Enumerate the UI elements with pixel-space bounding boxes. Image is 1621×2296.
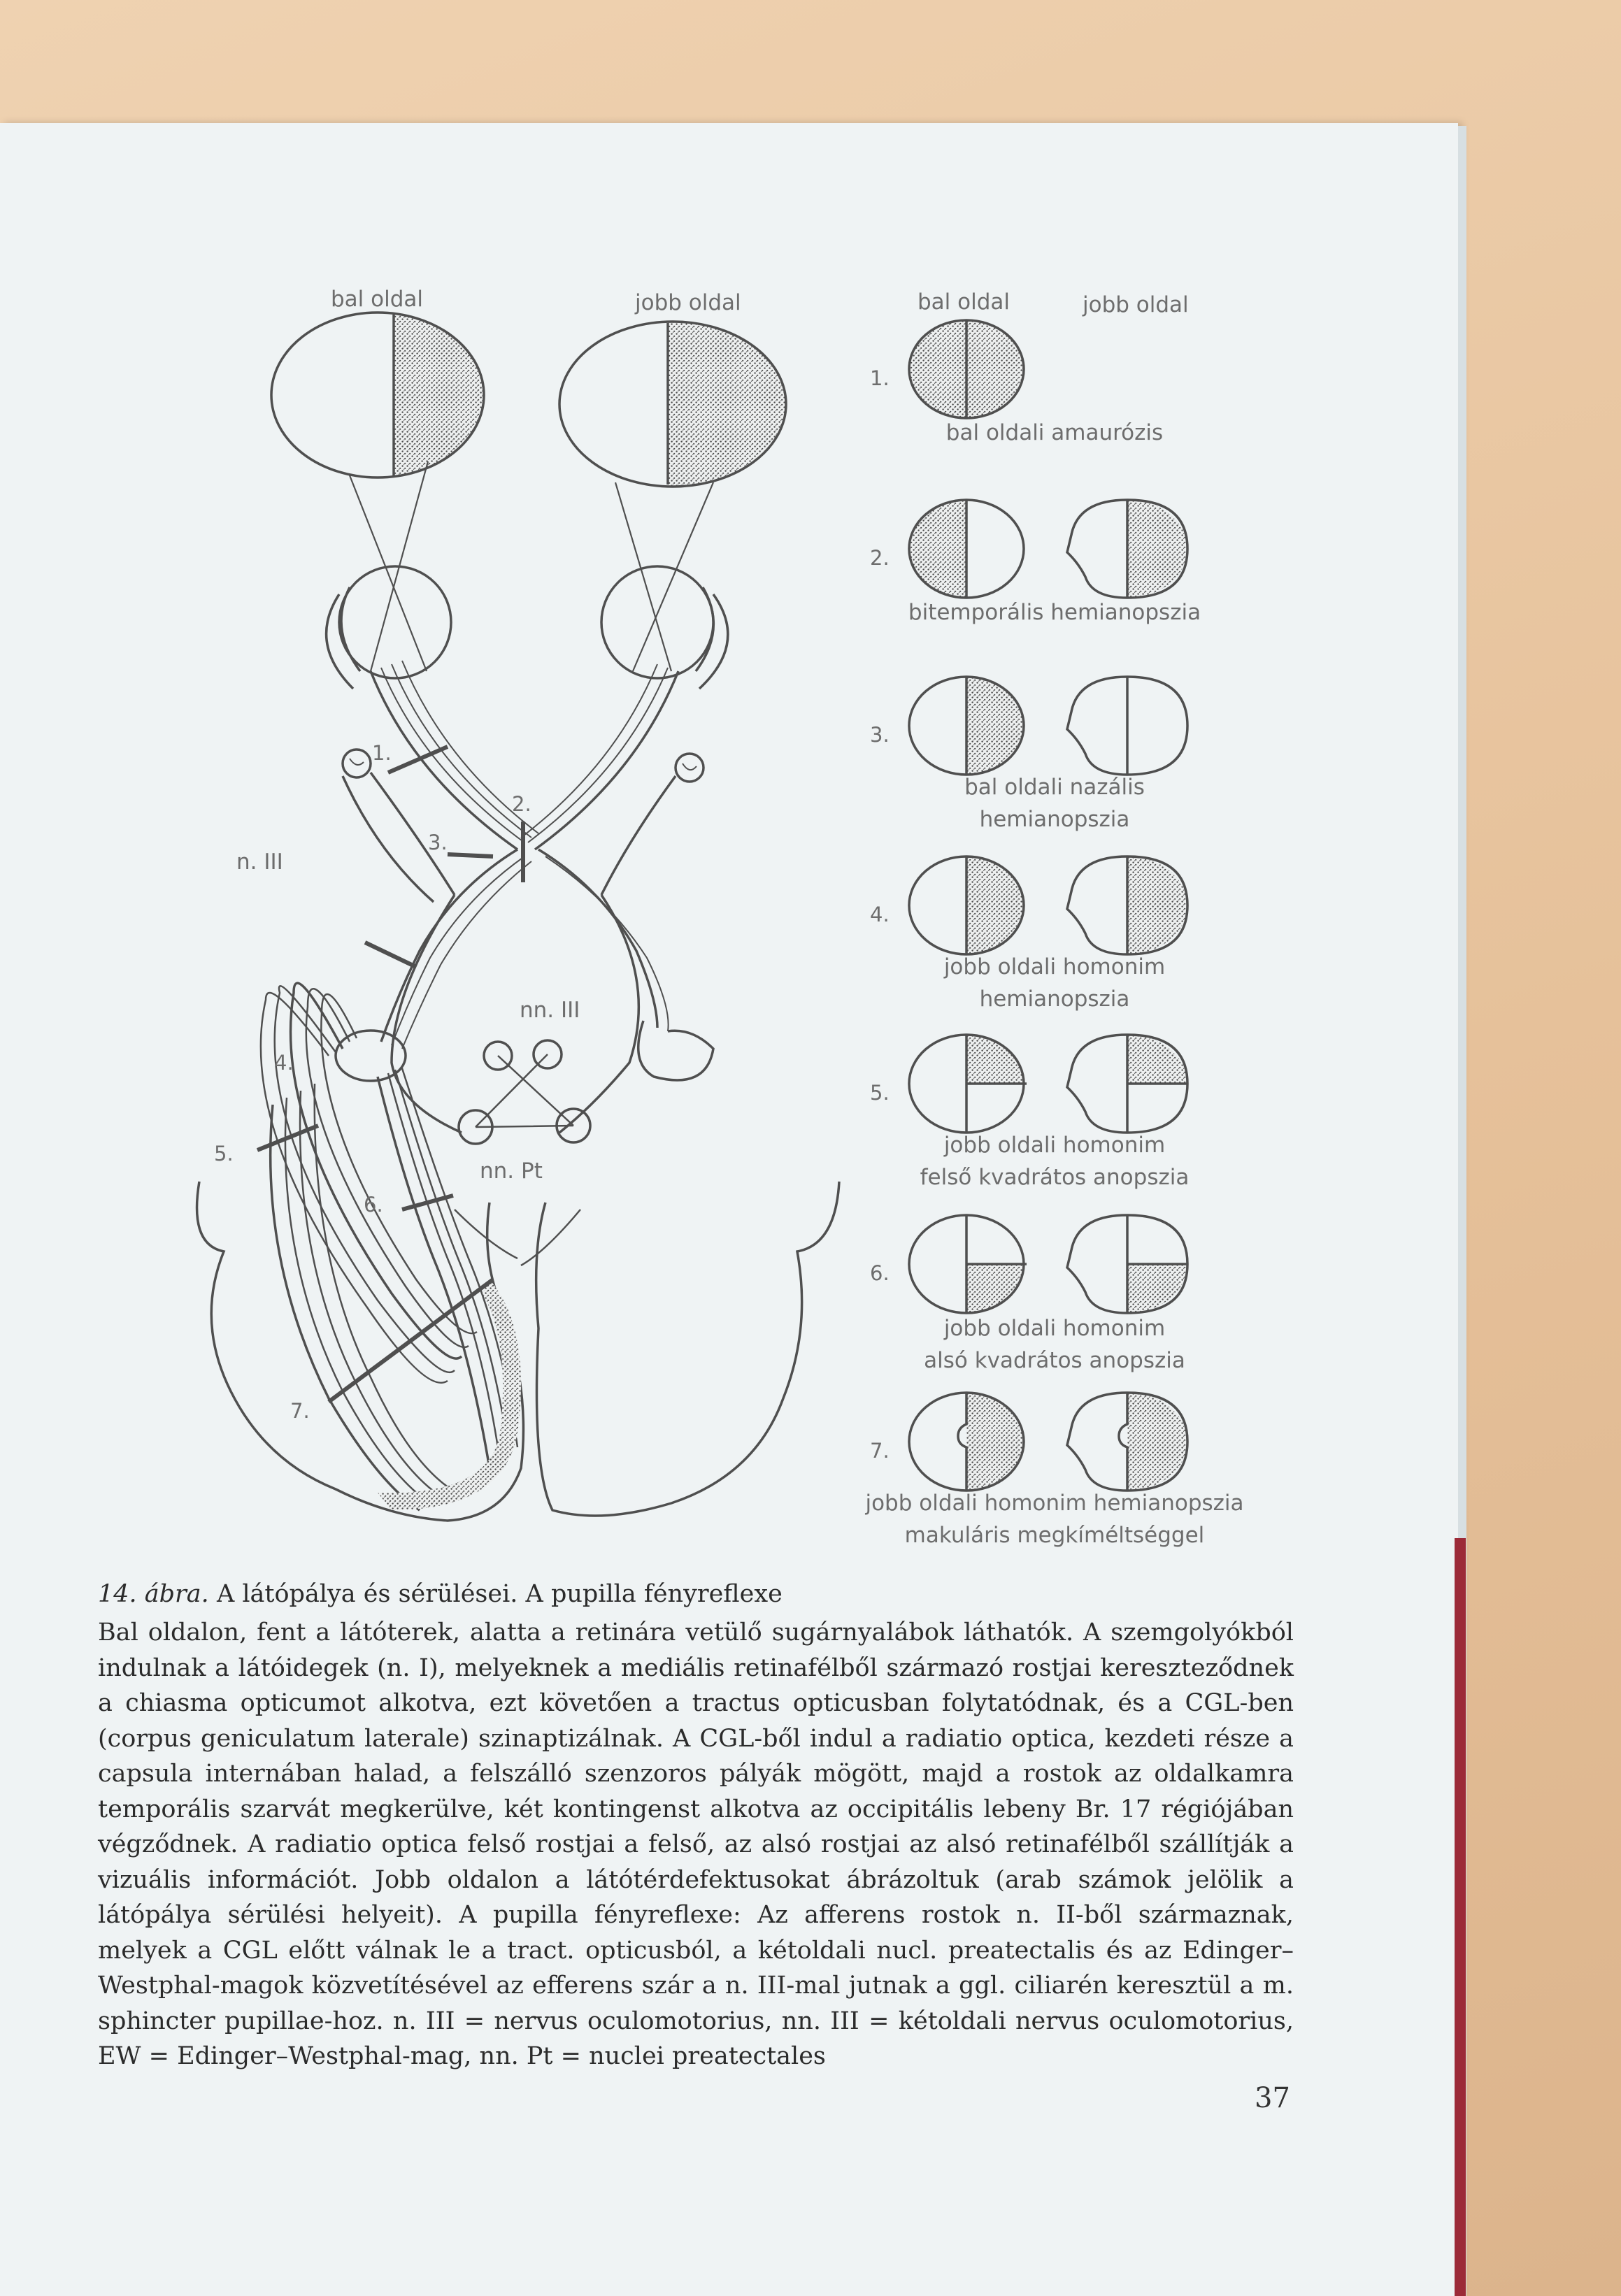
- left-eye-field: [909, 1028, 1036, 1133]
- right-eye-field: [1067, 849, 1197, 961]
- figure-number: 14. ábra.: [98, 1580, 209, 1608]
- defect-row-2: [870, 493, 1201, 625]
- left-visual-field: [271, 308, 492, 482]
- defect-label: jobb oldali homonim: [943, 1133, 1166, 1158]
- defect-number: 6.: [870, 1261, 890, 1285]
- page-number: 37: [1255, 2082, 1290, 2114]
- defect-label: jobb oldali homonim: [943, 1316, 1166, 1341]
- nn-III-label: nn. III: [520, 998, 580, 1023]
- defect-row-1: [870, 313, 1163, 445]
- defect-header-left: bal oldal: [917, 289, 1011, 315]
- defect-label: jobb oldali homonim: [943, 954, 1166, 980]
- left-eye-field: [909, 849, 1036, 961]
- defect-row-5: [870, 1028, 1197, 1190]
- left-eye-field: [897, 313, 1036, 425]
- defect-number: 2.: [870, 546, 890, 570]
- left-eye-field: [909, 670, 1036, 782]
- lesion-number-6: 6.: [364, 1193, 383, 1217]
- figure-title: A látópálya és sérülései. A pupilla fényreflexe: [216, 1580, 783, 1608]
- defect-label: alsó kvadrátos anopszia: [924, 1348, 1185, 1373]
- defect-number: 3.: [870, 723, 890, 747]
- defect-label: bal oldali amaurózis: [945, 420, 1164, 445]
- defect-number: 7.: [870, 1439, 890, 1463]
- lesion-number-2: 2.: [512, 792, 531, 816]
- n-III-label: n. III: [236, 849, 283, 875]
- lesion-number-4: 4.: [274, 1051, 294, 1075]
- figure-caption: [98, 1577, 1294, 1612]
- defect-row-3: [870, 670, 1187, 832]
- right-eye-field: [1067, 1215, 1197, 1320]
- right-field-label: jobb oldal: [635, 290, 741, 315]
- defect-number: 1.: [870, 366, 890, 390]
- left-field-label: bal oldal: [331, 287, 424, 312]
- lesion-number-3: 3.: [428, 831, 448, 854]
- defect-label: bal oldali nazális: [964, 775, 1145, 800]
- defect-label: jobb oldali homonim hemianopszia: [865, 1491, 1244, 1516]
- defect-label: hemianopszia: [979, 986, 1130, 1012]
- defect-row-4: [870, 849, 1197, 1012]
- defect-row-7: [864, 1386, 1243, 1548]
- left-eye-field: [897, 493, 1024, 605]
- defect-row-6: [870, 1215, 1197, 1373]
- lesion-number-5: 5.: [214, 1142, 234, 1165]
- left-eye-field: [909, 1386, 1036, 1498]
- right-eye-field: [1067, 1028, 1197, 1133]
- visual-pathway-drawing: [197, 308, 839, 1521]
- lesion-number-1: 1.: [372, 741, 392, 765]
- defect-list: [864, 313, 1243, 1548]
- defect-label: bitemporális hemianopszia: [908, 600, 1201, 625]
- figure-description: Bal oldalon, fent a látóterek, alatta a retinára vetülő sugárnyalábok láthatók. A szemgolyókból indulnak a látóidegek (n. I), melyeknek a mediális retinafélből származó rostjai kereszteződnek a chiasma opticumot alkotva, ezt követően a tractus opticusban folytatódnak, és a CGL-ben (corpus geniculatum laterale) szinaptizálnak. A CGL-ből indul a radiatio optica, kezdeti része a capsula internában halad, a felszálló szenzoros pályák mögött, majd a rostok az oldalkamra temporális szarvát megkerülve, két kontingenst alkotva az occipitális lebeny Br. 17 régiójában végződnek. A radiatio optica felső rostjai a felső, az alsó rostjai az alsó retinafélből szállítják a vizuális információt. Jobb oldalon a látótérdefektusokat ábrázoltuk (arab számok jelölik a látópálya sérülési helyeit). A pupilla fényreflexe: Az afferens rostok n. II-ből származnak, melyek a CGL előtt válnak le a tract. opticusból, a kétoldali nucl. preatectalis és az Edinger–Westphal-magok közvetítésével az efferens szár a n. III-mal jutnak a ggl. ciliarén keresztül a m. sphincter pupillae-hoz. n. III = nervus oculomotorius, nn. III = kétoldali nervus oculomotorius, EW = Edinger–Westphal-mag, nn. Pt = nuclei preatectales: [98, 1619, 1294, 2070]
- right-eye-field: [1067, 493, 1197, 605]
- defect-header-right: jobb oldal: [1083, 292, 1189, 317]
- defect-label: hemianopszia: [979, 807, 1130, 832]
- right-eye-field: [1067, 677, 1187, 775]
- defect-number: 4.: [870, 903, 890, 926]
- defect-label: makuláris megkíméltséggel: [904, 1523, 1205, 1548]
- defect-number: 5.: [870, 1081, 890, 1105]
- lesion-number-7: 7.: [290, 1399, 310, 1423]
- left-eye-field: [909, 1215, 1036, 1320]
- right-eye-field: [1067, 1386, 1197, 1498]
- defect-label: felső kvadrátos anopszia: [920, 1165, 1190, 1190]
- nn-Pt-label: nn. Pt: [480, 1158, 543, 1184]
- right-visual-field: [559, 315, 794, 489]
